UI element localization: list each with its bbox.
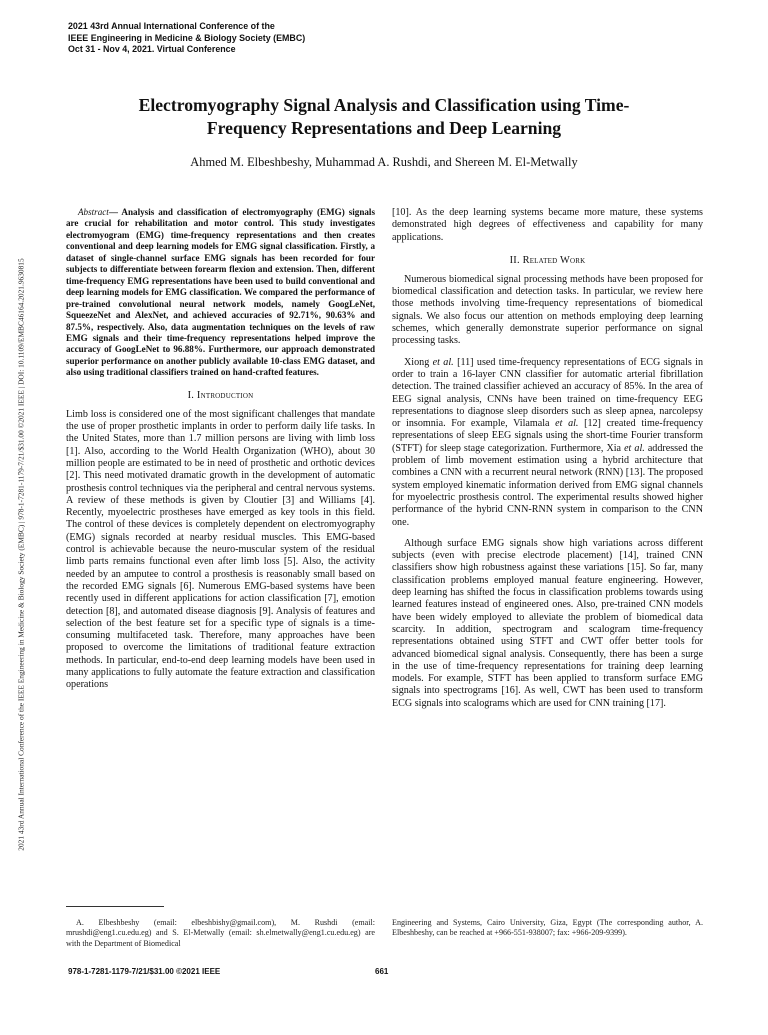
abstract-text: Analysis and classification of electromyography (EMG) signals are crucial for rehabilitation and motor control. This study investigates electromyogram (EMG) time-frequency representations and then creates conventional and deep learning models for EMG signal classification. Firstly, a dataset of single-channel surface EMG signals has been recorded for four subjects to differentiate between forearm flexion and extension. Then, different time-frequency EMG representations have been used to build conventional and deep learning models for EMG classification. We compared the performance of pre-trained convolutional neural network models, namely GoogLeNet, SqueezeNet and AlexNet, and achieved accuracies of 92.71%, 90.63% and 87.5%, respectively. Also, data augmentation techniques on the levels of raw EMG signals and their time-frequency representations helped improve the accuracy of GoogLeNet to 96.88%. Furthermore, our approach demonstrated superior performance on another publicly available 10-class EMG dataset, and also using traditional classifiers trained on hand-crafted features. (66, 207, 375, 378)
conference-line-2: IEEE Engineering in Medicine & Biology Society (EMBC) (68, 32, 306, 43)
conference-line-1: 2021 43rd Annual International Conference of the (68, 21, 275, 31)
abstract-lead: Abstract (78, 207, 109, 217)
related-paragraph-3: Although surface EMG signals show high variations across different subjects (even with precise electrode placement) [14], trained CNN classifiers show high robustness against these variations [15]. So far, many classification problems employed manual feature engineering. However, deep learning has shifted the focus in classification problems towards using learned features instead of engineered ones. Also, pre-trained CNN models have been widely employed to alleviate the problem of biomedical data scarcity. In addition, spectrogram and scalogram time-frequency representations obtained using STFT and CWT offer better tools for advanced biomedical signal analysis. Consequently, there has been a surge in the use of time-frequency representations for training deep learning models. For example, STFT has been applied to transform surface EMG signals into spectrograms [16]. As well, CWT has been used to transform ECG signals into scalograms which are used for CNN training [17]. (392, 537, 703, 709)
section-numeral: II. (509, 254, 520, 266)
footnote-rule (66, 906, 164, 907)
paper-title (60, 94, 708, 140)
section-heading-related-work (392, 254, 703, 267)
intro-continuation: [10]. As the deep learning systems became more mature, these systems demonstrated high degrees of effectiveness and capability for many applications. (392, 207, 703, 243)
footnote-left: A. Elbeshbeshy (email: elbeshbishy@gmail.com), M. Rushdi (email: mrushdi@eng1.cu.edu.eg) and S. El-Metwally (email: sh.elmetwally@eng1.cu.edu.eg) are with the Department of Biomedical (66, 918, 375, 948)
section-title: Related Work (522, 254, 586, 266)
page-number: 661 (375, 967, 389, 976)
footnote-right: Engineering and Systems, Cairo University, Giza, Egypt (The corresponding author, A. Elbeshbeshy, can be reached at +966-551-938007; fax: +966-209-9399). (392, 918, 703, 938)
abstract-dash: — (108, 207, 122, 217)
conference-header (68, 21, 488, 56)
text-run: Xiong (404, 356, 433, 368)
doi-sidebar-text: 2021 43rd Annual International Conference of the IEEE Engineering in Medicine & Biology Society (EMBC) | 978-1-7281-1179-7/21/$31.00 ©2021 IEEE | DOI: 10.1109/EMBC46164.2021.9630815 (16, 258, 26, 851)
title-line-2: Frequency Representations and Deep Learning (206, 118, 562, 138)
related-paragraph-2 (392, 357, 703, 529)
author-list: Ahmed M. Elbeshbeshy, Muhammad A. Rushdi, and Shereen M. El-Metwally (190, 155, 578, 169)
doi-sidebar (17, 75, 26, 1035)
et-al: et al. (555, 418, 579, 430)
text-run: addressed the problem of limb movement estimation using a hybrid architecture that combines a CNN with a recurrent neural network (RNN) [13]. The proposed system employed kinematic information derived from EMG signal channels for myoelectric prosthesis control. The experimental results showed higher performance of the hybrid CNN-RNN system in comparison to the CNN one. (392, 442, 703, 528)
intro-paragraph: Limb loss is considered one of the most significant challenges that mandate the use of proper prosthetic implants in order to perform daily life tasks. In the United States, more than 1.7 million persons are living with limb loss [1]. Also, according to the World Health Organization (WHO), about 30 million people are estimated to be in need of prosthetic and orthotic devices [2]. This need motivated dramatic growth in the development of automatic prosthesis control techniques via the peripheral and central nervous systems. A review of these methods is given by Cloutier [3] and Williams [4]. Recently, myoelectric prostheses have emerged as key tools in this field. The control of these devices is completely dependent on electromyography (EMG) signals recorded at nearby residual muscles. This EMG-based control is achievable because the neuro-muscular system of the residual limb parts remains functional even after limb loss [5]. Also, the activity needed by an amputee to control a prosthesis is reasonably small based on the recorded EMG signals [6]. Numerous EMG-based systems have been recently used in different applications for action classification [7], emotion detection [8], and automated disease diagnosis [9]. Analysis of features and selection of the best feature set for a specific type of signals is a time-consuming multifaceted task. Therefore, many approaches have been proposed to overcome the limitations of traditional feature extraction methods. In particular, end-to-end deep learning models have been used in many applications to fully automate the feature extraction and classification operations (66, 408, 375, 691)
text-run: [12] created time-frequency representations of sleep EEG signals using the short-time Fourier transform (STFT) for sleep stage categorization. Furthermore, Xia (392, 418, 704, 454)
section-title: Introduction (196, 389, 254, 401)
section-numeral: I. (187, 389, 195, 401)
abstract (66, 207, 375, 379)
et-al: et al. (624, 442, 645, 454)
title-line-1: Electromyography Signal Analysis and Classification using Time- (138, 95, 630, 115)
text-run: [11] used time-frequency representations of ECG signals in order to train a 16-layer CNN classifier for automatic arterial fibrillation detection. The trained classifier achieved an accuracy of 85%. In the area of EEG signal analysis, CNNs have been trained on time-frequency EEG representations to diagnose sleep disorders such as sleep apnea, narcolepsy or insomnia. For example, Vilamala (392, 356, 703, 430)
left-column (66, 207, 375, 692)
conference-line-3: Oct 31 - Nov 4, 2021. Virtual Conference (68, 44, 236, 55)
related-paragraph-1: Numerous biomedical signal processing methods have been proposed for biomedical classification and detection tasks. In particular, we review here those methods involving time-frequency representations of biomedical signals. We also focus our attention on methods employing deep learning schemes, which generally demonstrate superior performance on signal processing tasks. (392, 273, 703, 347)
section-heading-introduction (66, 389, 375, 402)
right-column (392, 207, 703, 710)
copyright-footer: 978-1-7281-1179-7/21/$31.00 ©2021 IEEE (68, 967, 221, 976)
et-al: et al. (432, 356, 454, 368)
